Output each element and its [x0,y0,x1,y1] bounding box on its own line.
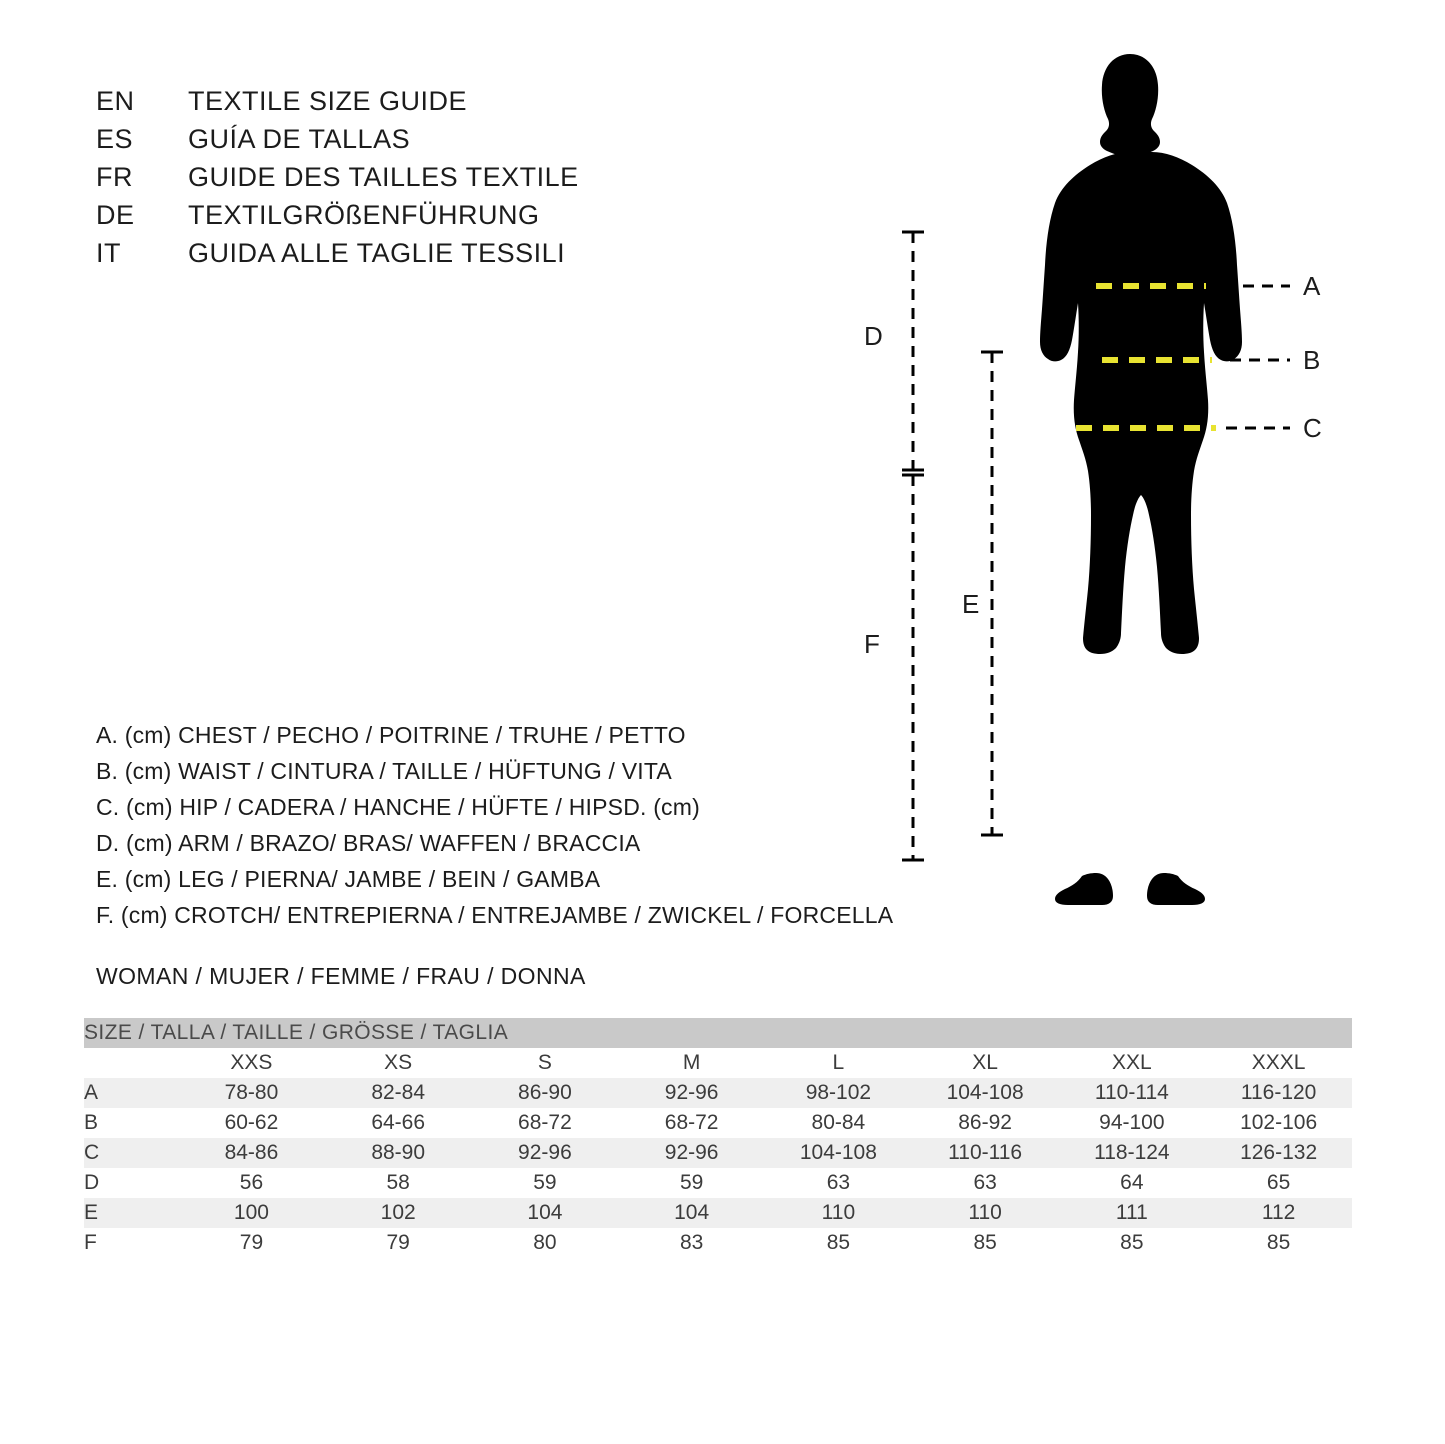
table-cell: 79 [325,1228,472,1258]
language-code: FR [96,162,133,192]
legend-item-b: B. (cm) WAIST / CINTURA / TAILLE / HÜFTUNG / VITA [96,758,672,784]
measurement-figure [820,40,1400,930]
language-title: GUIDE DES TAILLES TEXTILE [188,162,579,192]
table-cell: 68-72 [618,1108,765,1138]
table-cell: 82-84 [325,1078,472,1108]
table-cell: 80 [472,1228,619,1258]
table-cell: 88-90 [325,1138,472,1168]
table-cell: 85 [1058,1228,1205,1258]
table-title-row [84,1018,1352,1048]
column-header-xxs: XXS [178,1048,325,1078]
table-cell: 100 [178,1198,325,1228]
table-cell: 78-80 [178,1078,325,1108]
language-row [96,238,736,276]
table-row [84,1108,1352,1138]
table-row [84,1228,1352,1258]
table-cell: 98-102 [765,1078,912,1108]
language-row [96,124,736,162]
table-cell: 83 [618,1228,765,1258]
bracket-label-d: D [864,321,883,351]
column-header-xs: XS [325,1048,472,1078]
column-header-xxl: XXL [1058,1048,1205,1078]
table-cell: 85 [912,1228,1059,1258]
language-title: TEXTILE SIZE GUIDE [188,86,468,116]
table-corner-cell [84,1048,178,1078]
table-cell: 85 [765,1228,912,1258]
table-cell: 104 [618,1198,765,1228]
table-cell: 104 [472,1198,619,1228]
table-cell: 59 [472,1168,619,1198]
table-cell: 58 [325,1168,472,1198]
group-caption: WOMAN / MUJER / FEMME / FRAU / DONNA [96,963,586,989]
table-cell: 92-96 [618,1078,765,1108]
table-cell: 112 [1205,1198,1352,1228]
language-code: IT [96,238,121,268]
table-cell: 80-84 [765,1108,912,1138]
bracket-e [981,352,1003,835]
table-cell: 126-132 [1205,1138,1352,1168]
table-row [84,1168,1352,1198]
table-cell: 68-72 [472,1108,619,1138]
table-cell: 65 [1205,1168,1352,1198]
table-header-row [84,1048,1352,1078]
row-label: D [84,1168,178,1198]
table-cell: 102 [325,1198,472,1228]
row-label: B [84,1108,178,1138]
table-cell: 102-106 [1205,1108,1352,1138]
column-header-s: S [472,1048,619,1078]
row-label: A [84,1078,178,1108]
table-cell: 64-66 [325,1108,472,1138]
table-cell: 110 [765,1198,912,1228]
legend-block [96,722,896,938]
table-cell: 110-116 [912,1138,1059,1168]
table-cell: 84-86 [178,1138,325,1168]
column-header-xl: XL [912,1048,1059,1078]
language-title-block [96,86,736,276]
language-row [96,200,736,238]
language-row [96,162,736,200]
legend-item-f: F. (cm) CROTCH/ ENTREPIERNA / ENTREJAMBE / ZWICKEL / FORCELLA [96,902,894,928]
bracket-d [902,232,924,860]
table-cell: 94-100 [1058,1108,1205,1138]
table-cell: 111 [1058,1198,1205,1228]
table-cell: 63 [765,1168,912,1198]
size-table [84,1018,1352,1258]
bracket-label-e: E [962,589,980,619]
legend-item-e: E. (cm) LEG / PIERNA/ JAMBE / BEIN / GAMBA [96,866,601,892]
table-cell: 63 [912,1168,1059,1198]
table-row [84,1138,1352,1168]
language-title: GUIDA ALLE TAGLIE TESSILI [188,238,566,268]
table-cell: 116-120 [1205,1078,1352,1108]
language-row [96,86,736,124]
table-cell: 59 [618,1168,765,1198]
table-row [84,1078,1352,1108]
table-cell: 85 [1205,1228,1352,1258]
table-row [84,1198,1352,1228]
table-cell: 118-124 [1058,1138,1205,1168]
table-cell: 92-96 [618,1138,765,1168]
callout-label-c: C [1303,413,1322,443]
legend-item-a: A. (cm) CHEST / PECHO / POITRINE / TRUHE / PETTO [96,722,686,748]
legend-item-c: C. (cm) HIP / CADERA / HANCHE / HÜFTE / HIPSD. (cm) [96,794,700,820]
table-cell: 104-108 [765,1138,912,1168]
row-label: E [84,1198,178,1228]
table-cell: 79 [178,1228,325,1258]
bracket-label-f: F [864,629,880,659]
woman-silhouette-icon [1040,54,1242,905]
legend-item-d: D. (cm) ARM / BRAZO/ BRAS/ WAFFEN / BRACCIA [96,830,641,856]
language-code: ES [96,124,134,154]
callout-label-b: B [1303,345,1321,375]
table-cell: 60-62 [178,1108,325,1138]
table-cell: 104-108 [912,1078,1059,1108]
table-cell: 110-114 [1058,1078,1205,1108]
column-header-m: M [618,1048,765,1078]
language-title: GUÍA DE TALLAS [188,124,411,154]
table-cell: 56 [178,1168,325,1198]
table-cell: 86-90 [472,1078,619,1108]
row-label: C [84,1138,178,1168]
table-cell: 86-92 [912,1108,1059,1138]
table-cell: 110 [912,1198,1059,1228]
callout-label-a: A [1303,271,1321,301]
table-cell: 92-96 [472,1138,619,1168]
column-header-xxxl: XXXL [1205,1048,1352,1078]
row-label: F [84,1228,178,1258]
figure-svg [820,40,1400,930]
language-title: TEXTILGRÖßENFÜHRUNG [188,200,540,230]
language-code: EN [96,86,135,116]
language-code: DE [96,200,135,230]
column-header-l: L [765,1048,912,1078]
table-cell: 64 [1058,1168,1205,1198]
table-title: SIZE / TALLA / TAILLE / GRÖSSE / TAGLIA [84,1018,1352,1048]
